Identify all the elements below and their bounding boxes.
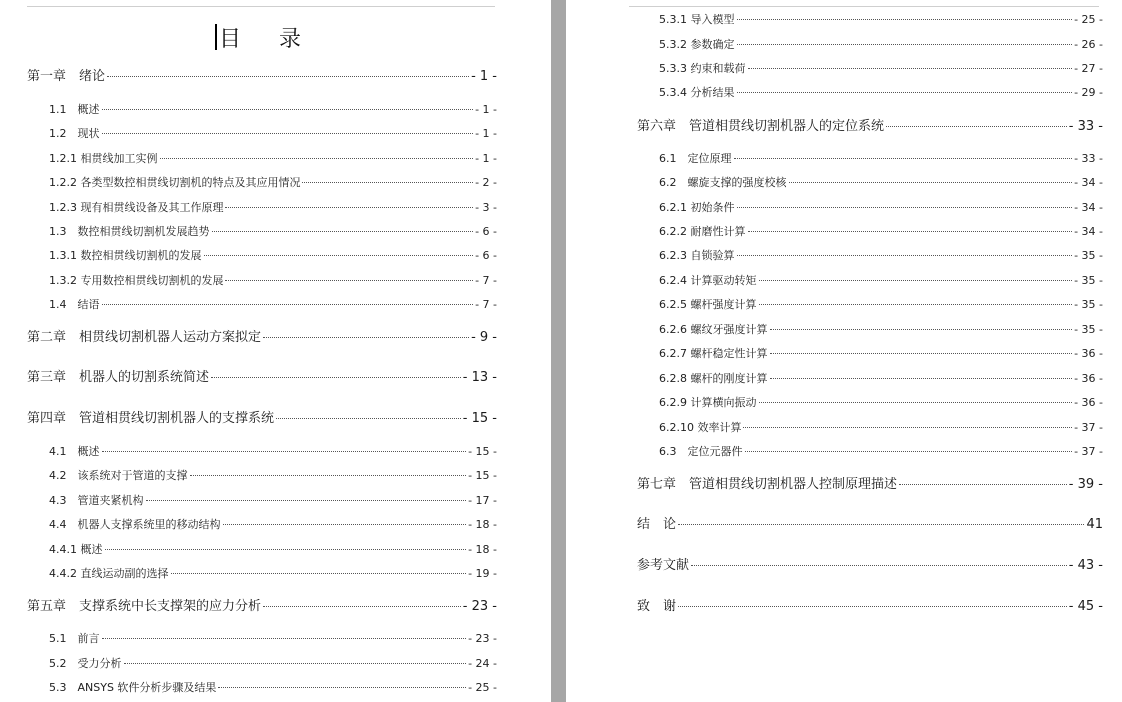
toc-entry-page-number: - 34 - — [1074, 225, 1103, 238]
toc-entry-label: 6.2.6 螺纹牙强度计算 — [659, 323, 768, 336]
dot-leader — [759, 280, 1073, 281]
toc-entry-page-number: - 36 - — [1074, 372, 1103, 385]
toc-entry-page-number: - 29 - — [1074, 86, 1103, 99]
toc-entry-label: 1.3 数控相贯线切割机发展趋势 — [49, 225, 210, 238]
toc-entry-label: 1.4 结语 — [49, 298, 100, 311]
header-rule — [27, 6, 495, 7]
toc-entry[interactable] — [659, 224, 1103, 240]
toc-entry-page-number: - 37 - — [1074, 445, 1103, 458]
toc-entry[interactable] — [659, 322, 1103, 338]
toc-entry[interactable] — [49, 224, 497, 240]
toc-entry-page-number: - 23 - — [468, 632, 497, 645]
toc-entry-page-number: - 25 - — [468, 681, 497, 694]
toc-entry-label: 4.4.1 概述 — [49, 543, 103, 556]
toc-entry[interactable] — [49, 248, 497, 264]
toc-entry[interactable] — [49, 542, 497, 558]
toc-entry-page-number: - 9 - — [471, 330, 497, 345]
dot-leader — [886, 126, 1067, 127]
toc-entry-label: 6.2.10 效率计算 — [659, 421, 742, 434]
toc-entry-label: 第二章 相贯线切割机器人运动方案拟定 — [27, 330, 262, 345]
toc-entry[interactable] — [49, 468, 497, 484]
toc-entry-page-number: - 35 - — [1074, 274, 1103, 287]
dot-leader — [263, 606, 461, 607]
toc-entry[interactable] — [659, 175, 1103, 191]
toc-entry-label: 5.2 受力分析 — [49, 657, 122, 670]
toc-entry-label: 第四章 管道相贯线切割机器人的支撑系统 — [27, 411, 275, 426]
toc-entry[interactable] — [27, 330, 497, 346]
toc-entry[interactable] — [49, 126, 497, 142]
toc-entry-page-number: - 26 - — [1074, 38, 1103, 51]
toc-entry-label: 5.3 ANSYS 软件分析步骤及结果 — [49, 681, 217, 694]
toc-entry[interactable] — [49, 444, 497, 460]
toc-entry-label: 6.2.5 螺杆强度计算 — [659, 298, 757, 311]
dot-leader — [204, 255, 474, 256]
toc-entry[interactable] — [49, 680, 497, 696]
toc-entry-page-number: - 3 - — [475, 201, 497, 214]
toc-entry-page-number: - 1 - — [475, 103, 497, 116]
toc-entry-page-number: - 6 - — [475, 249, 497, 262]
toc-entry-label: 第七章 管道相贯线切割机器人控制原理描述 — [637, 477, 898, 492]
dot-leader — [770, 378, 1073, 379]
toc-entry-page-number: - 18 - — [468, 518, 497, 531]
toc-entry-page-number: 41 — [1086, 517, 1103, 532]
toc-entry-page-number: - 19 - — [468, 567, 497, 580]
toc-entry-page-number: - 1 - — [475, 127, 497, 140]
toc-entry[interactable] — [49, 175, 497, 191]
toc-entry[interactable] — [659, 200, 1103, 216]
toc-entry-label: 第三章 机器人的切割系统简述 — [27, 370, 210, 385]
toc-entry-label: 6.1 定位原理 — [659, 152, 732, 165]
dot-leader — [102, 133, 474, 134]
toc-entry-label: 致 谢 — [637, 599, 677, 614]
toc-entry-label: 参考文献 — [637, 558, 690, 573]
page-gutter — [551, 0, 566, 702]
dot-leader — [899, 484, 1067, 485]
dot-leader — [789, 182, 1073, 183]
dot-leader — [107, 76, 469, 77]
toc-entry-page-number: - 18 - — [468, 543, 497, 556]
toc-entry[interactable] — [659, 37, 1103, 53]
toc-entry-page-number: - 36 - — [1074, 347, 1103, 360]
toc-entry-label: 4.4 机器人支撑系统里的移动结构 — [49, 518, 221, 531]
toc-entry[interactable] — [49, 656, 497, 672]
dot-leader — [759, 304, 1073, 305]
toc-entry[interactable] — [659, 420, 1103, 436]
toc-entry[interactable] — [659, 371, 1103, 387]
toc-entry-page-number: - 36 - — [1074, 396, 1103, 409]
toc-entry[interactable] — [49, 102, 497, 118]
dot-leader — [190, 475, 467, 476]
dot-leader — [678, 606, 1067, 607]
dot-leader — [748, 231, 1073, 232]
dot-leader — [745, 451, 1073, 452]
toc-entry-label: 5.1 前言 — [49, 632, 100, 645]
toc-page-right — [566, 0, 1122, 702]
toc-entry-label: 4.2 该系统对于管道的支撑 — [49, 469, 188, 482]
dot-leader — [748, 68, 1073, 69]
toc-entry-page-number: - 35 - — [1074, 323, 1103, 336]
toc-entry[interactable] — [659, 151, 1103, 167]
toc-entry-page-number: - 35 - — [1074, 298, 1103, 311]
toc-entry-page-number: - 1 - — [471, 69, 497, 84]
toc-entry-page-number: - 17 - — [468, 494, 497, 507]
dot-leader — [102, 304, 474, 305]
toc-entry-page-number: - 34 - — [1074, 201, 1103, 214]
toc-entry-label: 1.3.2 专用数控相贯线切割机的发展 — [49, 274, 224, 287]
dot-leader — [211, 377, 461, 378]
dot-leader — [124, 663, 467, 664]
dot-leader — [263, 337, 469, 338]
toc-entry-label: 1.2.1 相贯线加工实例 — [49, 152, 158, 165]
dot-leader — [225, 280, 473, 281]
toc-entry-label: 6.2 螺旋支撑的强度校核 — [659, 176, 787, 189]
dot-leader — [223, 524, 467, 525]
toc-entry-page-number: - 33 - — [1068, 119, 1103, 134]
toc-entry-label: 6.2.3 自锁验算 — [659, 249, 735, 262]
toc-entry-page-number: - 23 - — [462, 599, 497, 614]
toc-entry-page-number: - 25 - — [1074, 13, 1103, 26]
dot-leader — [759, 402, 1073, 403]
dot-leader — [737, 19, 1073, 20]
toc-entry-page-number: - 7 - — [475, 274, 497, 287]
dot-leader — [102, 638, 467, 639]
toc-entry-label: 6.3 定位元器件 — [659, 445, 743, 458]
dot-leader — [691, 565, 1067, 566]
toc-entry[interactable] — [659, 248, 1103, 264]
dot-leader — [146, 500, 467, 501]
toc-entry-page-number: - 13 - — [462, 370, 497, 385]
dot-leader — [102, 451, 467, 452]
toc-entry-label: 6.2.8 螺杆的刚度计算 — [659, 372, 768, 385]
dot-leader — [737, 44, 1073, 45]
toc-entry-page-number: - 33 - — [1074, 152, 1103, 165]
toc-entry[interactable] — [659, 273, 1103, 289]
dot-leader — [770, 329, 1073, 330]
toc-entry-label: 1.3.1 数控相贯线切割机的发展 — [49, 249, 202, 262]
toc-entry[interactable] — [637, 517, 1103, 533]
toc-entry-label: 5.3.4 分析结果 — [659, 86, 735, 99]
dot-leader — [743, 427, 1072, 428]
toc-entry-page-number: - 24 - — [468, 657, 497, 670]
toc-entry[interactable] — [637, 477, 1103, 493]
toc-entry-label: 5.3.2 参数确定 — [659, 38, 735, 51]
dot-leader — [171, 573, 467, 574]
toc-entry-label: 5.3.1 导入模型 — [659, 13, 735, 26]
toc-entry[interactable] — [49, 517, 497, 533]
toc-entry[interactable] — [659, 297, 1103, 313]
toc-entry[interactable] — [659, 346, 1103, 362]
toc-entry-label: 5.3.3 约束和载荷 — [659, 62, 746, 75]
toc-entry[interactable] — [49, 566, 497, 582]
toc-entry-label: 4.3 管道夹紧机构 — [49, 494, 144, 507]
toc-entry[interactable] — [49, 151, 497, 167]
toc-page-left — [0, 0, 551, 702]
toc-entry-page-number: - 15 - — [468, 469, 497, 482]
toc-entry[interactable] — [659, 395, 1103, 411]
toc-entry[interactable] — [27, 69, 497, 85]
toc-entry-page-number: - 2 - — [475, 176, 497, 189]
dot-leader — [102, 109, 474, 110]
toc-entry[interactable] — [49, 273, 497, 289]
toc-entry-page-number: - 34 - — [1074, 176, 1103, 189]
toc-entry[interactable] — [659, 444, 1103, 460]
toc-entry-label: 6.2.2 耐磨性计算 — [659, 225, 746, 238]
text-cursor — [215, 24, 217, 50]
toc-entry-page-number: - 35 - — [1074, 249, 1103, 262]
toc-entry[interactable] — [659, 12, 1103, 28]
toc-entry-page-number: - 27 - — [1074, 62, 1103, 75]
dot-leader — [770, 353, 1073, 354]
toc-entry[interactable] — [637, 119, 1103, 135]
dot-leader — [276, 418, 461, 419]
dot-leader — [302, 182, 473, 183]
toc-entry-label: 4.1 概述 — [49, 445, 100, 458]
toc-entry-label: 6.2.1 初始条件 — [659, 201, 735, 214]
toc-entry-page-number: - 1 - — [475, 152, 497, 165]
toc-entry[interactable] — [637, 599, 1103, 615]
toc-entry-page-number: - 39 - — [1068, 477, 1103, 492]
dot-leader — [218, 687, 466, 688]
toc-entry-page-number: - 6 - — [475, 225, 497, 238]
toc-entry[interactable] — [659, 85, 1103, 101]
toc-entry[interactable] — [637, 558, 1103, 574]
dot-leader — [212, 231, 474, 232]
toc-entry[interactable] — [49, 297, 497, 313]
toc-entry[interactable] — [27, 370, 497, 386]
dot-leader — [737, 207, 1073, 208]
dot-leader — [160, 158, 474, 159]
dot-leader — [225, 207, 473, 208]
toc-entry[interactable] — [27, 599, 497, 615]
toc-entry-label: 结 论 — [637, 517, 677, 532]
toc-entry-label: 1.2 现状 — [49, 127, 100, 140]
toc-entry[interactable] — [27, 411, 497, 427]
toc-entry-label: 1.2.2 各类型数控相贯线切割机的特点及其应用情况 — [49, 176, 301, 189]
dot-leader — [737, 92, 1073, 93]
toc-entry-label: 第六章 管道相贯线切割机器人的定位系统 — [637, 119, 885, 134]
toc-entry-label: 第一章 绪论 — [27, 69, 106, 84]
toc-entry-label: 6.2.7 螺杆稳定性计算 — [659, 347, 768, 360]
toc-entry-label: 1.1 概述 — [49, 103, 100, 116]
header-rule — [629, 6, 1099, 7]
toc-entry[interactable] — [49, 631, 497, 647]
toc-entry[interactable] — [49, 200, 497, 216]
toc-entry[interactable] — [49, 493, 497, 509]
toc-entry-page-number: - 15 - — [468, 445, 497, 458]
toc-entry-label: 1.2.3 现有相贯线设备及其工作原理 — [49, 201, 224, 214]
toc-entry-label: 第五章 支撑系统中长支撑架的应力分析 — [27, 599, 262, 614]
dot-leader — [737, 255, 1073, 256]
toc-entry[interactable] — [659, 61, 1103, 77]
toc-entry-page-number: - 7 - — [475, 298, 497, 311]
toc-entry-page-number: - 15 - — [462, 411, 497, 426]
toc-title: 目录 — [218, 27, 339, 52]
dot-leader — [734, 158, 1073, 159]
toc-entry-page-number: - 45 - — [1068, 599, 1103, 614]
dot-leader — [678, 524, 1084, 525]
toc-entry-page-number: - 37 - — [1074, 421, 1103, 434]
dot-leader — [105, 549, 467, 550]
toc-entry-label: 6.2.9 计算横向振动 — [659, 396, 757, 409]
toc-entry-label: 4.4.2 直线运动副的选择 — [49, 567, 169, 580]
toc-entry-page-number: - 43 - — [1068, 558, 1103, 573]
toc-entry-label: 6.2.4 计算驱动转矩 — [659, 274, 757, 287]
